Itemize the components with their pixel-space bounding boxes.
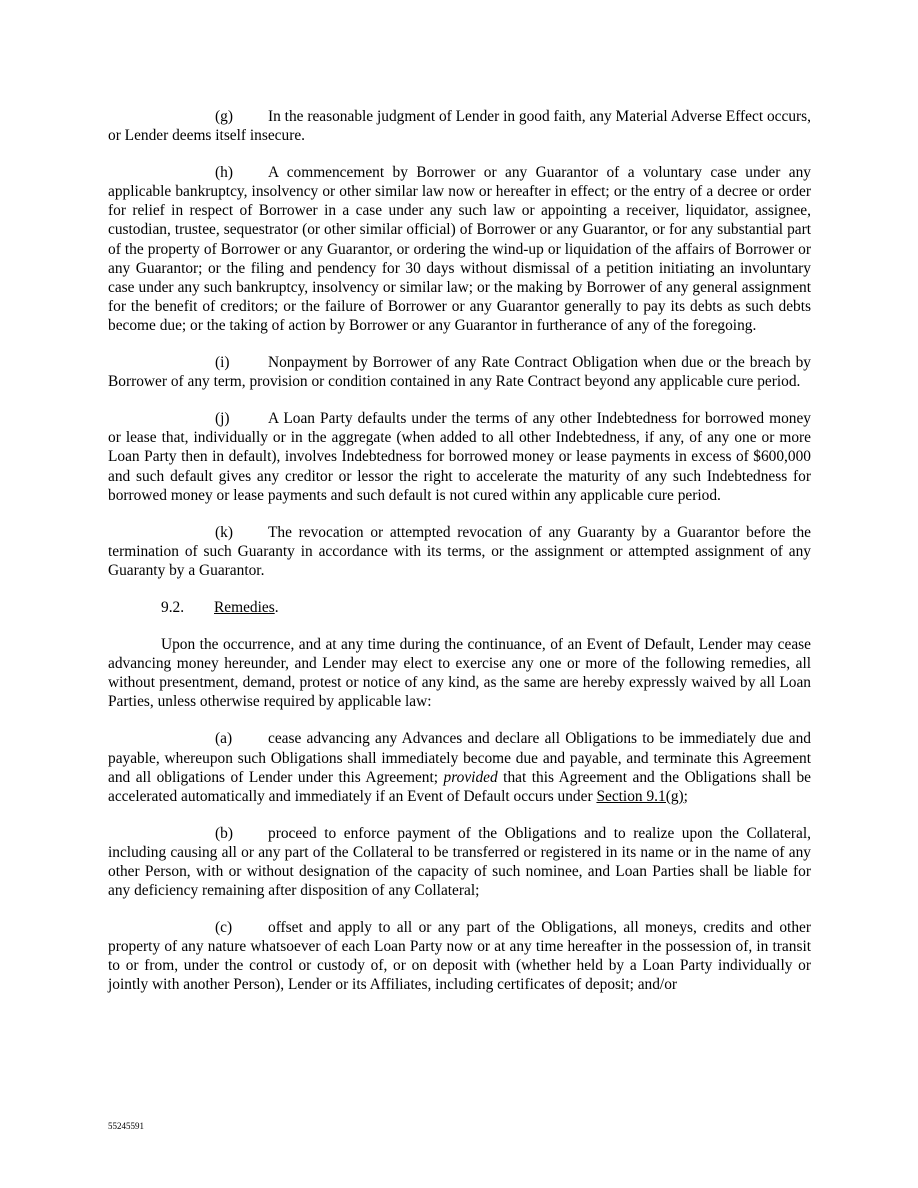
section-number: 9.2.	[161, 598, 185, 616]
paragraph-text: cease advancing any Advances and declare all Obligations to be immediately due and payable, whereupon such Obligations shall immediately become due and payable, and terminate this Agreement and all obligations of Lender under this Agreement;	[108, 730, 811, 786]
paragraph-i	[108, 353, 811, 391]
remedy-a	[108, 729, 811, 805]
section-title-suffix: .	[274, 598, 279, 616]
remedy-b	[108, 824, 811, 900]
paragraph-text: ;	[683, 787, 688, 805]
remedies-intro: Upon the occurrence, and at any time during the continuance, of an Event of Default, Lender may cease advancing money hereunder, and Lender may elect to exercise any one or more of the following remedies, all without presentment, demand, protest or notice of any kind, as the same are hereby expressly waived by all Loan Parties, unless otherwise required by applicable law:	[108, 636, 811, 711]
paragraph-label: (j)	[215, 410, 230, 428]
paragraph-label: (a)	[215, 730, 233, 748]
paragraph-label: (h)	[215, 164, 233, 182]
provided-italic: provided	[443, 768, 498, 786]
paragraph-h	[108, 163, 811, 335]
paragraph-text: A Loan Party defaults under the terms of any other Indebtedness for borrowed money or lease that, individually or in the aggregate (when added to all other Indebtedness, if any, of any one or more Loan Party then in default), involves Indebtedness for borrowed money or lease payments in excess of $600,000 and such default gives any creditor or lessor the right to accelerate the maturity of any such Indebtedness for borrowed money or lease payments and such default is not cured within any applicable cure period.	[108, 410, 811, 504]
paragraph-k	[108, 523, 811, 580]
paragraph-label: (c)	[215, 919, 233, 937]
remedy-c	[108, 918, 811, 994]
paragraph-label: (k)	[215, 523, 233, 541]
paragraph-j	[108, 409, 811, 504]
paragraph-text: that this Agreement and the Obligations shall be accelerated automatically and immediately if an Event of Default occurs under	[108, 768, 811, 805]
paragraph-text: The revocation or attempted revocation of any Guaranty by a Guarantor before the termination of such Guaranty in accordance with its terms, or the assignment or attempted assignment of any Guaranty by a Guarantor.	[108, 523, 811, 579]
paragraph-label: (i)	[215, 354, 230, 372]
section-reference-link[interactable]: Section 9.1(g)	[596, 787, 684, 805]
section-title: Remedies	[214, 598, 275, 616]
paragraph-text: Nonpayment by Borrower of any Rate Contract Obligation when due or the breach by Borrower of any term, provision or condition contained in any Rate Contract beyond any applicable cure period.	[108, 354, 811, 391]
paragraph-g	[108, 107, 811, 145]
document-id-footer: 55245591	[108, 1121, 144, 1131]
paragraph-text: In the reasonable judgment of Lender in good faith, any Material Adverse Effect occurs, or Lender deems itself insecure.	[108, 108, 811, 145]
paragraph-label: (g)	[215, 108, 233, 125]
paragraph-text: offset and apply to all or any part of the Obligations, all moneys, credits and other property of any nature whatsoever of each Loan Party now or at any time hereafter in the possession of, in transit to or from, under the control or custody of, or on deposit with (whether held by a Loan Party individually or jointly with another Person), Lender or its Affiliates, including certificates of deposit; and/or	[108, 919, 811, 994]
section-heading	[161, 598, 811, 617]
paragraph-text: A commencement by Borrower or any Guarantor of a voluntary case under any applicable bankruptcy, insolvency or other similar law now or hereafter in effect; or the entry of a decree or order for relief in respect of Borrower in a case under any such law or appointing a receiver, liquidator, assignee, custodian, trustee, sequestrator (or other similar official) of Borrower or any Guarantor, or for any substantial part of the property of Borrower or any Guarantor, or ordering the wind-up or liquidation of the affairs of Borrower or any Guarantor; or the filing and pendency for 30 days without dismissal of a petition initiating an involuntary case under any such bankruptcy, insolvency or similar law; or the making by Borrower of any general assignment for the benefit of creditors; or the failure of Borrower or any Guarantor generally to pay its debts as such debts become due; or the taking of action by Borrower or any Guarantor in furtherance of any of the foregoing.	[108, 164, 811, 334]
paragraph-text: proceed to enforce payment of the Obligations and to realize upon the Collateral, including causing all or any part of the Collateral to be transferred or registered in its name or in the name of any other Person, with or without designation of the capacity of such nominee, and Loan Parties shall be liable for any deficiency remaining after disposition of any Collateral;	[108, 824, 811, 900]
paragraph-label: (b)	[215, 824, 233, 842]
document-page	[108, 107, 811, 1013]
